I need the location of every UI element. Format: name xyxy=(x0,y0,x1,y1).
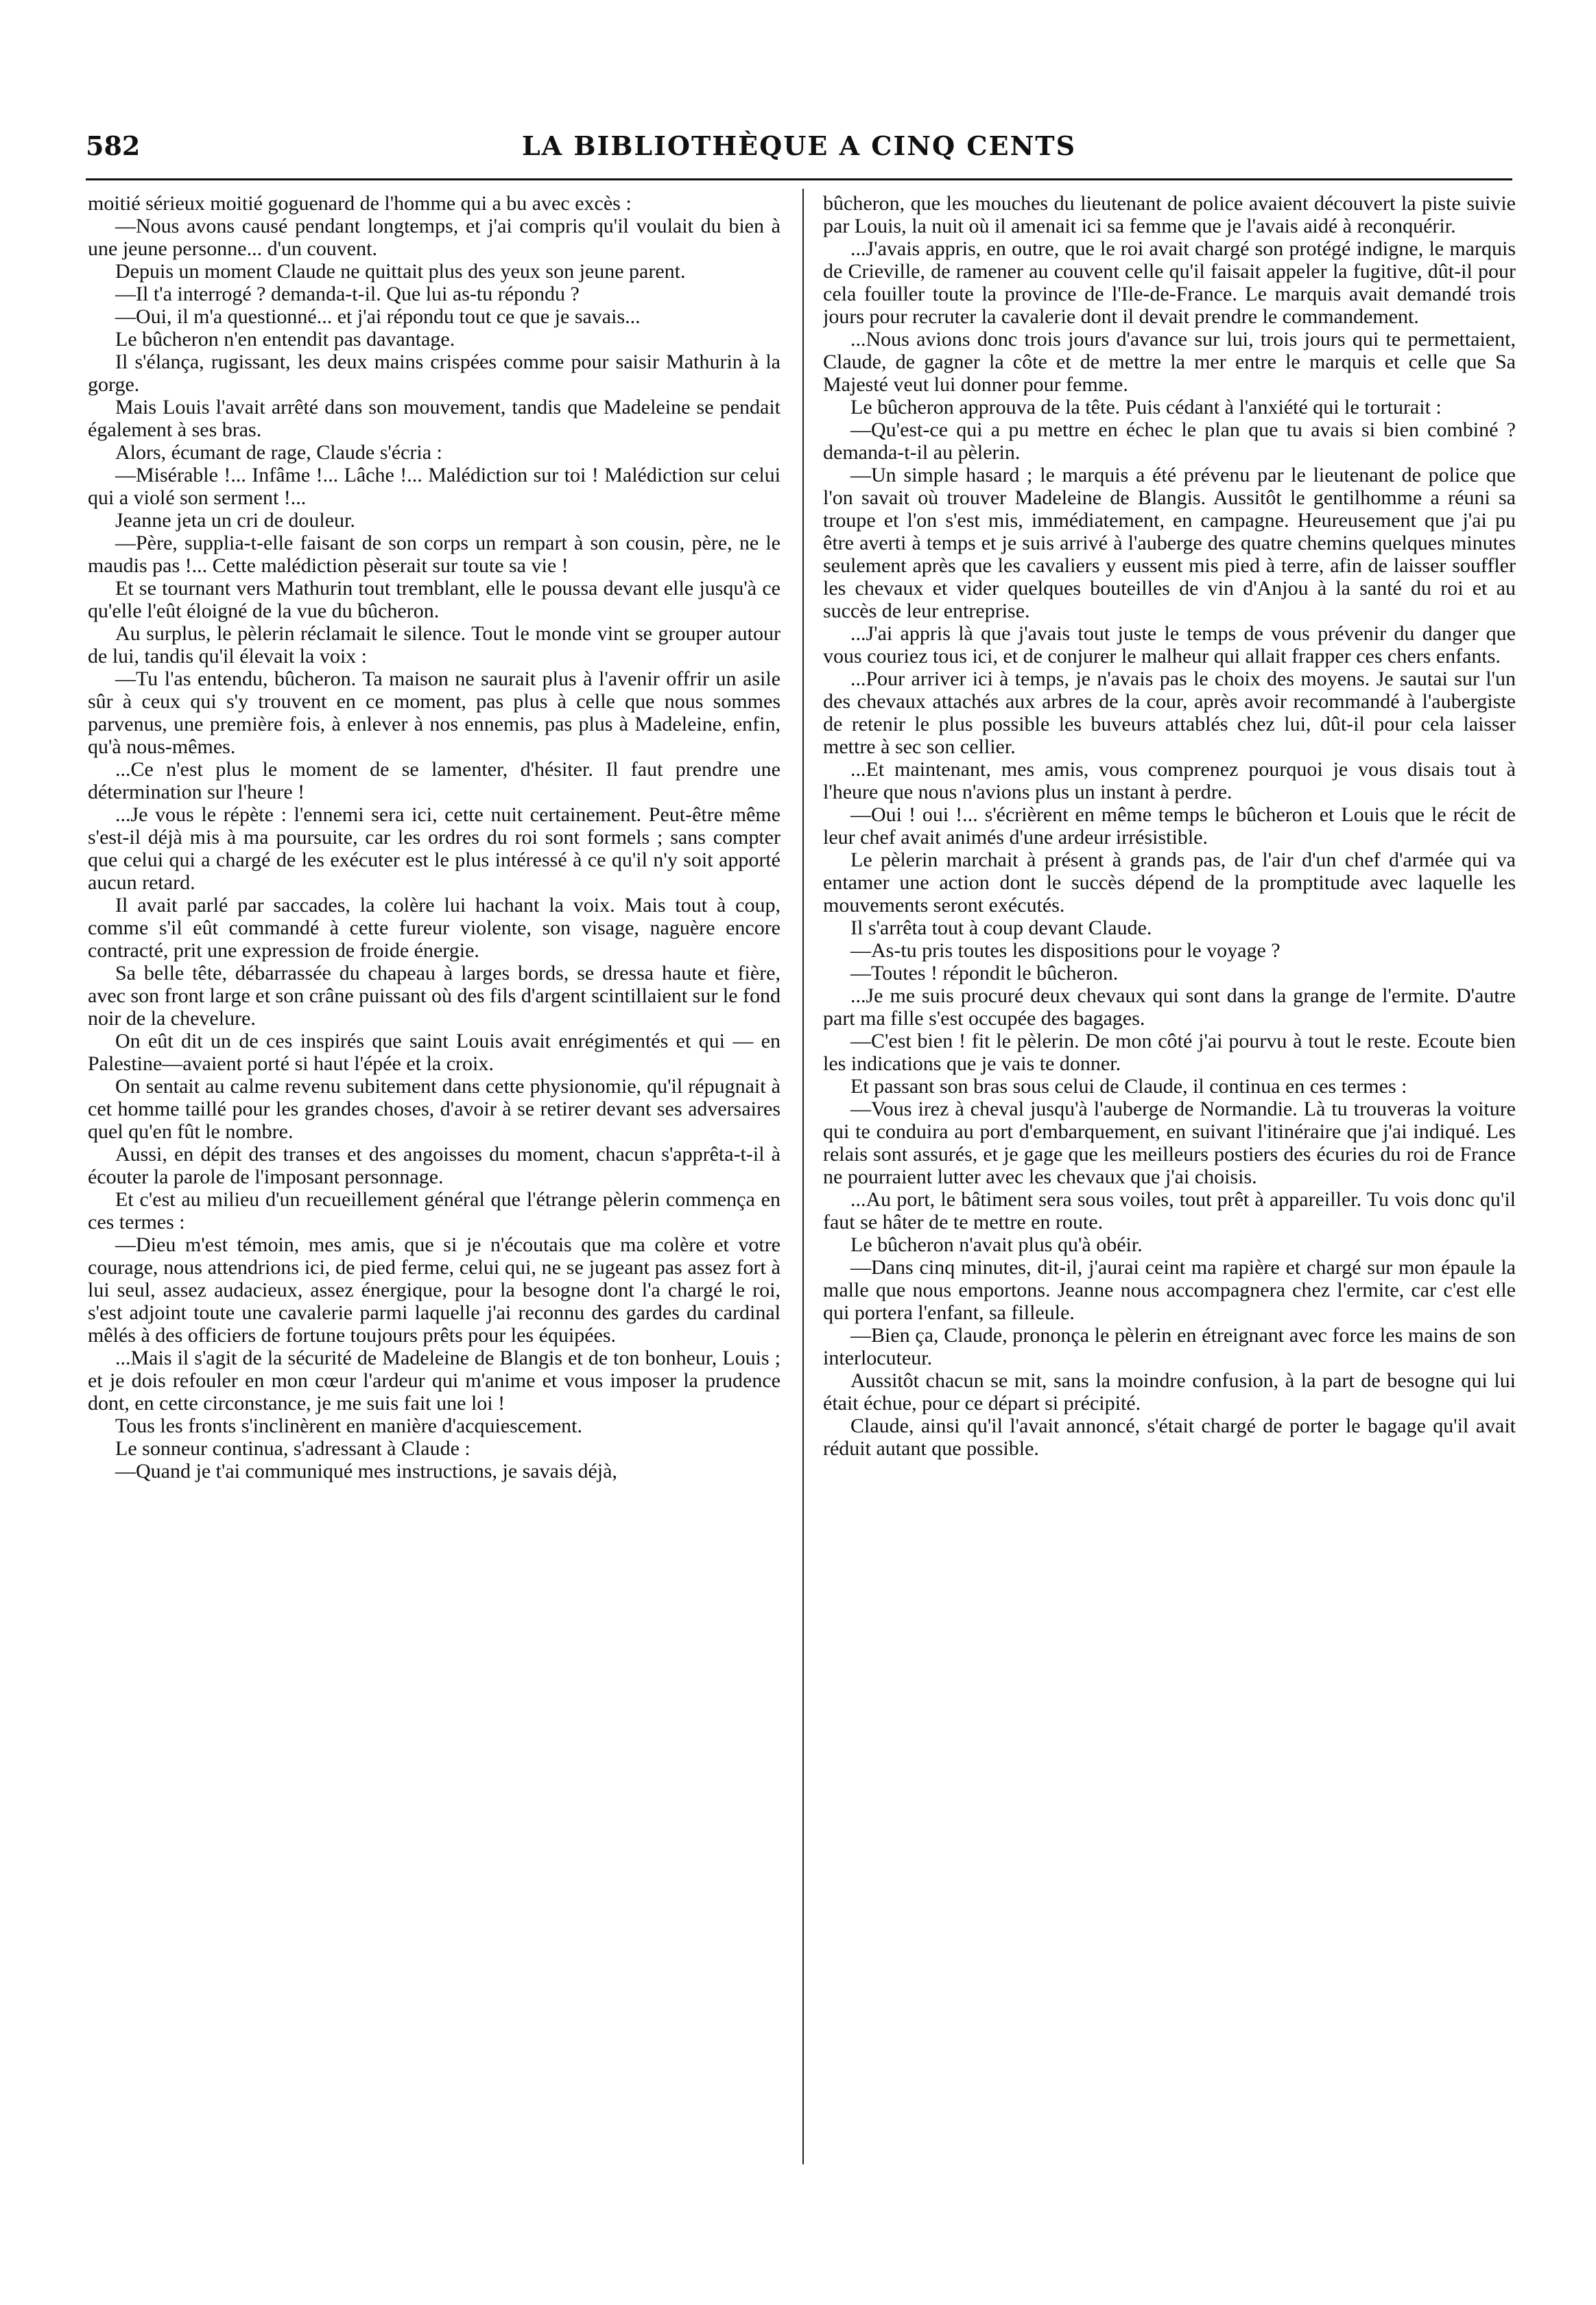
paragraph: Depuis un moment Claude ne quittait plus des yeux son jeune parent. xyxy=(115,260,686,283)
paragraph: Aussitôt chacun se mit, sans la moindre confusion, à la part de besogne qui lui était échue, pour ce départ si précipité. xyxy=(823,1369,1516,1415)
paragraph: Le bûcheron n'avait plus qu'à obéir. xyxy=(850,1233,1143,1256)
paragraph: —Père, supplia-t-elle faisant de son corps un rempart à son cousin, père, ne le maudis pas !... Cette malédiction pèserait sur toute sa vie ! xyxy=(88,532,781,577)
left-column xyxy=(88,192,781,2168)
right-column xyxy=(823,192,1516,2168)
paragraph: moitié sérieux moitié goguenard de l'homme qui a bu avec excès : xyxy=(88,192,632,215)
paragraph: —Dieu m'est témoin, mes amis, que si je n'écoutais que ma colère et votre courage, nous attendrions ici, de pied ferme, celui qui, ne se jugeant pas assez fort à lui seul, assez audacieux, assez énergique, pour la besogne dont l'a chargé le roi, s'est adjoint toute une cavalerie parmi laquelle j'ai reconnu des gardes du cardinal mêlés à des officiers de fortune toujours prêts pour les équipées. xyxy=(88,1233,781,1347)
paragraph: —Tu l'as entendu, bûcheron. Ta maison ne saurait plus à l'avenir offrir un asile sûr à ceux qui s'y trouvent en ce moment, pas plus à celle que nous sommes parvenus, une première fois, à enlever à nos ennemis, pas plus à Madeleine, enfin, qu'à nous-mêmes. xyxy=(88,667,781,758)
paragraph: Aussi, en dépit des transes et des angoisses du moment, chacun s'apprêta-t-il à écouter la parole de l'imposant personnage. xyxy=(88,1143,781,1188)
paragraph: Sa belle tête, débarrassée du chapeau à larges bords, se dressa haute et fière, avec son front large et son crâne puissant où des fils d'argent scintillaient sur le fond noir de la chevelure. xyxy=(88,962,781,1030)
paragraph: Il s'élança, rugissant, les deux mains crispées comme pour saisir Mathurin à la gorge. xyxy=(88,351,781,396)
paragraph: Et passant son bras sous celui de Claude, il continua en ces termes : xyxy=(850,1075,1407,1098)
paragraph: Mais Louis l'avait arrêté dans son mouvement, tandis que Madeleine se pendait également à ses bras. xyxy=(88,396,781,441)
paragraph: ...Je me suis procuré deux chevaux qui sont dans la grange de l'ermite. D'autre part ma fille s'est occupée des bagages. xyxy=(823,984,1516,1030)
paragraph: Et se tournant vers Mathurin tout tremblant, elle le poussa devant elle jusqu'à ce qu'elle l'eût éloigné de la vue du bûcheron. xyxy=(88,577,781,622)
paragraph: ...Au port, le bâtiment sera sous voiles, tout prêt à appareiller. Tu vois donc qu'il faut se hâter de te mettre en route. xyxy=(823,1188,1516,1233)
paragraph: Jeanne jeta un cri de douleur. xyxy=(115,509,355,532)
paragraph: —As-tu pris toutes les dispositions pour le voyage ? xyxy=(850,939,1281,962)
header-rule xyxy=(86,178,1512,180)
paragraph: —Bien ça, Claude, prononça le pèlerin en étreignant avec force les mains de son interlocuteur. xyxy=(823,1324,1516,1369)
paragraph: ...J'ai appris là que j'avais tout juste le temps de vous prévenir du danger que vous couriez tous ici, et de conjurer le malheur qui allait frapper ces chers enfants. xyxy=(823,622,1516,667)
paragraph: —Un simple hasard ; le marquis a été prévenu par le lieutenant de police que l'on savait où trouver Madeleine de Blangis. Aussitôt le gentilhomme a réuni sa troupe et l'on s'est mis, immédiatement, en campagne. Heureusement que j'ai pu être averti à temps et je suis arrivé à l'auberge des quatre chemins quelques minutes seulement après que les cavaliers y eussent mis pied à terre, afin de laisser souffler les chevaux et vider quelques bouteilles de vin d'Anjou à la santé du roi et au succès de leur entreprise. xyxy=(823,464,1516,622)
paragraph: Alors, écumant de rage, Claude s'écria : xyxy=(115,441,442,464)
paragraph: Le sonneur continua, s'adressant à Claude : xyxy=(115,1437,471,1460)
paragraph: ...Nous avions donc trois jours d'avance sur lui, trois jours qui te permettaient, Claude, de gagner la côte et de mettre la mer entre le marquis et celle que Sa Majesté veut lui donner pour femme. xyxy=(823,328,1516,396)
paragraph: bûcheron, que les mouches du lieutenant de police avaient découvert la piste suivie par Louis, la nuit où il amenait ici sa femme que je l'avais aidé à reconquérir. xyxy=(823,192,1516,237)
page-header xyxy=(86,130,1512,172)
paragraph: ...Pour arriver ici à temps, je n'avais pas le choix des moyens. Je sautai sur l'un des chevaux attachés aux arbres de la cour, après avoir recommandé à l'aubergiste de retenir le plus possible les buveurs attablés chez lui, dût-il pour cela laisser mettre à sec son cellier. xyxy=(823,667,1516,758)
paragraph: Le bûcheron approuva de la tête. Puis cédant à l'anxiété qui le torturait : xyxy=(850,396,1442,418)
paragraph: On eût dit un de ces inspirés que saint Louis avait enrégimentés et qui — en Palestine—avaient porté si haut l'épée et la croix. xyxy=(88,1030,781,1075)
paragraph: —Nous avons causé pendant longtemps, et j'ai compris qu'il voulait du bien à une jeune personne... d'un couvent. xyxy=(88,215,781,260)
paragraph: —Toutes ! répondit le bûcheron. xyxy=(850,962,1119,984)
paragraph: Le pèlerin marchait à présent à grands pas, de l'air d'un chef d'armée qui va entamer une action dont le succès dépend de la promptitude avec laquelle les mouvements seront exécutés. xyxy=(823,849,1516,917)
paragraph: On sentait au calme revenu subitement dans cette physionomie, qu'il répugnait à cet homme taillé pour les grandes choses, d'avoir à se retirer devant ses adversaires quel qu'en fût le nombre. xyxy=(88,1075,781,1143)
paragraph: Claude, ainsi qu'il l'avait annoncé, s'était chargé de porter le bagage qu'il avait réduit autant que possible. xyxy=(823,1415,1516,1460)
paragraph: —Oui ! oui !... s'écrièrent en même temps le bûcheron et Louis que le récit de leur chef avait animés d'une ardeur irrésistible. xyxy=(823,803,1516,849)
paragraph: Le bûcheron n'en entendit pas davantage. xyxy=(115,328,455,351)
page-number: 582 xyxy=(86,130,141,161)
column-divider xyxy=(802,189,804,2164)
paragraph: ...Mais il s'agit de la sécurité de Madeleine de Blangis et de ton bonheur, Louis ; et je dois refouler en mon cœur l'ardeur qui m'anime et vous imposer la prudence dont, en cette circonstance, je me suis fait une loi ! xyxy=(88,1347,781,1415)
paragraph: —Misérable !... Infâme !... Lâche !... Malédiction sur toi ! Malédiction sur celui qui a violé son serment !... xyxy=(88,464,781,509)
paragraph: —Dans cinq minutes, dit-il, j'aurai ceint ma rapière et chargé sur mon épaule la malle que nous emportons. Jeanne nous accompagnera chez l'ermite, car c'est elle qui portera l'enfant, sa filleule. xyxy=(823,1256,1516,1324)
paragraph: —Il t'a interrogé ? demanda-t-il. Que lui as-tu répondu ? xyxy=(115,283,580,305)
paragraph: ...J'avais appris, en outre, que le roi avait chargé son protégé indigne, le marquis de Crieville, de ramener au couvent celle qu'il faisait appeler la fugitive, dût-il pour cela fouiller toute la province de l'Ile-de-France. Le marquis avait demandé trois jours pour recruter la cavalerie dont il devait prendre le commandement. xyxy=(823,237,1516,328)
paragraph: Tous les fronts s'inclinèrent en manière d'acquiescement. xyxy=(115,1415,582,1437)
paragraph: ...Ce n'est plus le moment de se lamenter, d'hésiter. Il faut prendre une détermination sur l'heure ! xyxy=(88,758,781,803)
paragraph: Au surplus, le pèlerin réclamait le silence. Tout le monde vint se grouper autour de lui, tandis qu'il élevait la voix : xyxy=(88,622,781,667)
running-title: LA BIBLIOTHÈQUE A CINQ CENTS xyxy=(521,130,1077,161)
paragraph: ...Et maintenant, mes amis, vous comprenez pourquoi je vous disais tout à l'heure que nous n'avions plus un instant à perdre. xyxy=(823,758,1516,803)
paragraph: Il s'arrêta tout à coup devant Claude. xyxy=(850,917,1152,939)
paragraph: —Vous irez à cheval jusqu'à l'auberge de Normandie. Là tu trouveras la voiture qui te conduira au port d'embarquement, en suivant l'itinéraire que j'ai indiqué. Les relais sont assurés, et je gage que les meilleurs postiers des écuries du roi de France ne pourraient lutter avec les chevaux que j'ai choisis. xyxy=(823,1098,1516,1188)
paragraph: Il avait parlé par saccades, la colère lui hachant la voix. Mais tout à coup, comme s'il eût commandé à cette fureur violente, son visage, naguère encore contracté, prit une expression de froide énergie. xyxy=(88,894,781,962)
paragraph: Et c'est au milieu d'un recueillement général que l'étrange pèlerin commença en ces termes : xyxy=(88,1188,781,1233)
paragraph: —Quand je t'ai communiqué mes instructions, je savais déjà, xyxy=(115,1460,617,1482)
paragraph: —C'est bien ! fit le pèlerin. De mon côté j'ai pourvu à tout le reste. Ecoute bien les indications que je vais te donner. xyxy=(823,1030,1516,1075)
paragraph: ...Je vous le répète : l'ennemi sera ici, cette nuit certainement. Peut-être même s'est-il déjà mis à ma poursuite, car les ordres du roi sont formels ; sans compter que celui qui a chargé de les exécuter est le plus intéressé à ce qu'il n'y soit apporté aucun retard. xyxy=(88,803,781,894)
paragraph: —Qu'est-ce qui a pu mettre en échec le plan que tu avais si bien combiné ? demanda-t-il au pèlerin. xyxy=(823,418,1516,464)
paragraph: —Oui, il m'a questionné... et j'ai répondu tout ce que je savais... xyxy=(115,305,641,328)
